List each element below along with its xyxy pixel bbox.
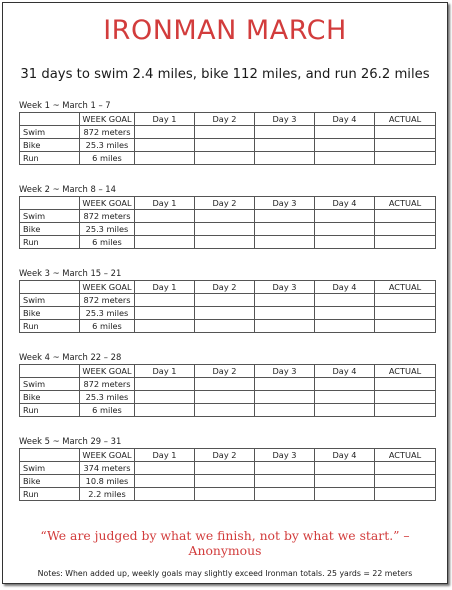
activity-label: Run: [20, 404, 80, 417]
day-entry-cell[interactable]: [195, 236, 255, 249]
activity-label: Run: [20, 236, 80, 249]
day-entry-cell[interactable]: [255, 126, 315, 139]
actual-entry-cell[interactable]: [375, 391, 436, 404]
day-entry-cell[interactable]: [195, 152, 255, 165]
week-goal-cell: 6 miles: [80, 404, 135, 417]
day-entry-cell[interactable]: [315, 126, 375, 139]
column-header: Day 4: [315, 197, 375, 210]
column-header: ACTUAL: [375, 113, 436, 126]
day-entry-cell[interactable]: [135, 294, 195, 307]
day-entry-cell[interactable]: [135, 307, 195, 320]
actual-entry-cell[interactable]: [375, 320, 436, 333]
day-entry-cell[interactable]: [315, 462, 375, 475]
header-blank-cell: [20, 449, 80, 462]
day-entry-cell[interactable]: [135, 462, 195, 475]
table-row: [20, 307, 436, 320]
day-entry-cell[interactable]: [315, 475, 375, 488]
week-goal-cell: 25.3 miles: [80, 307, 135, 320]
day-entry-cell[interactable]: [315, 139, 375, 152]
day-entry-cell[interactable]: [135, 320, 195, 333]
week-block: [19, 435, 437, 501]
day-entry-cell[interactable]: [135, 139, 195, 152]
table-row: [20, 210, 436, 223]
header-blank-cell: [20, 281, 80, 294]
week-goal-cell: 25.3 miles: [80, 223, 135, 236]
table-row: [20, 475, 436, 488]
column-header: Day 1: [135, 449, 195, 462]
day-entry-cell[interactable]: [135, 210, 195, 223]
column-header: Day 3: [255, 113, 315, 126]
table-row: [20, 488, 436, 501]
week-table: [19, 112, 436, 165]
actual-entry-cell[interactable]: [375, 236, 436, 249]
activity-label: Swim: [20, 126, 80, 139]
day-entry-cell[interactable]: [135, 488, 195, 501]
activity-label: Run: [20, 152, 80, 165]
activity-label: Swim: [20, 378, 80, 391]
day-entry-cell[interactable]: [195, 462, 255, 475]
column-header: Day 4: [315, 281, 375, 294]
column-header: WEEK GOAL: [80, 365, 135, 378]
activity-label: Swim: [20, 294, 80, 307]
column-header: ACTUAL: [375, 449, 436, 462]
activity-label: Swim: [20, 210, 80, 223]
training-sheet: [2, 2, 448, 584]
day-entry-cell[interactable]: [135, 126, 195, 139]
actual-entry-cell[interactable]: [375, 152, 436, 165]
week-goal-cell: 872 meters: [80, 378, 135, 391]
day-entry-cell[interactable]: [195, 475, 255, 488]
day-entry-cell[interactable]: [255, 210, 315, 223]
header-blank-cell: [20, 197, 80, 210]
day-entry-cell[interactable]: [255, 391, 315, 404]
week-table: [19, 448, 436, 501]
day-entry-cell[interactable]: [255, 139, 315, 152]
week-label: Week 2 ~ March 8 – 14: [19, 184, 116, 194]
day-entry-cell[interactable]: [255, 462, 315, 475]
actual-entry-cell[interactable]: [375, 378, 436, 391]
column-header: Day 2: [195, 197, 255, 210]
table-row: [20, 378, 436, 391]
day-entry-cell[interactable]: [315, 210, 375, 223]
column-header: Day 2: [195, 113, 255, 126]
table-row: [20, 126, 436, 139]
day-entry-cell[interactable]: [255, 475, 315, 488]
day-entry-cell[interactable]: [135, 404, 195, 417]
day-entry-cell[interactable]: [255, 320, 315, 333]
header-blank-cell: [20, 113, 80, 126]
day-entry-cell[interactable]: [195, 404, 255, 417]
day-entry-cell[interactable]: [315, 307, 375, 320]
week-block: [19, 183, 437, 249]
week-goal-cell: 872 meters: [80, 126, 135, 139]
day-entry-cell[interactable]: [315, 223, 375, 236]
page-subtitle: 31 days to swim 2.4 miles, bike 112 miles, and run 26.2 miles: [20, 67, 430, 82]
table-header-row: [20, 113, 436, 126]
table-header-row: [20, 449, 436, 462]
week-goal-cell: 872 meters: [80, 210, 135, 223]
week-goal-cell: 10.8 miles: [80, 475, 135, 488]
column-header: ACTUAL: [375, 197, 436, 210]
day-entry-cell[interactable]: [315, 378, 375, 391]
week-label: Week 1 ~ March 1 – 7: [19, 100, 111, 110]
day-entry-cell[interactable]: [135, 475, 195, 488]
column-header: Day 3: [255, 365, 315, 378]
table-row: [20, 223, 436, 236]
actual-entry-cell[interactable]: [375, 139, 436, 152]
table-row: [20, 391, 436, 404]
day-entry-cell[interactable]: [315, 152, 375, 165]
table-header-row: [20, 197, 436, 210]
actual-entry-cell[interactable]: [375, 307, 436, 320]
week-goal-cell: 25.3 miles: [80, 391, 135, 404]
day-entry-cell[interactable]: [195, 320, 255, 333]
column-header: Day 2: [195, 449, 255, 462]
day-entry-cell[interactable]: [195, 223, 255, 236]
day-entry-cell[interactable]: [255, 378, 315, 391]
table-row: [20, 404, 436, 417]
day-entry-cell[interactable]: [315, 488, 375, 501]
day-entry-cell[interactable]: [315, 391, 375, 404]
day-entry-cell[interactable]: [135, 236, 195, 249]
day-entry-cell[interactable]: [315, 294, 375, 307]
day-entry-cell[interactable]: [255, 488, 315, 501]
day-entry-cell[interactable]: [135, 378, 195, 391]
column-header: WEEK GOAL: [80, 113, 135, 126]
quote: “We are judged by what we finish, not by what we start.” – Anonymous: [40, 528, 410, 558]
actual-entry-cell[interactable]: [375, 223, 436, 236]
activity-label: Bike: [20, 139, 80, 152]
activity-label: Bike: [20, 391, 80, 404]
table-row: [20, 320, 436, 333]
week-goal-cell: 374 meters: [80, 462, 135, 475]
week-label: Week 5 ~ March 29 – 31: [19, 436, 122, 446]
activity-label: Run: [20, 488, 80, 501]
actual-entry-cell[interactable]: [375, 126, 436, 139]
week-goal-cell: 25.3 miles: [80, 139, 135, 152]
day-entry-cell[interactable]: [255, 152, 315, 165]
day-entry-cell[interactable]: [135, 223, 195, 236]
day-entry-cell[interactable]: [315, 320, 375, 333]
column-header: ACTUAL: [375, 281, 436, 294]
column-header: Day 3: [255, 281, 315, 294]
actual-entry-cell[interactable]: [375, 210, 436, 223]
week-goal-cell: 6 miles: [80, 320, 135, 333]
activity-label: Swim: [20, 462, 80, 475]
column-header: WEEK GOAL: [80, 449, 135, 462]
table-header-row: [20, 281, 436, 294]
day-entry-cell[interactable]: [195, 210, 255, 223]
day-entry-cell[interactable]: [315, 404, 375, 417]
column-header: Day 3: [255, 449, 315, 462]
actual-entry-cell[interactable]: [375, 462, 436, 475]
day-entry-cell[interactable]: [315, 236, 375, 249]
activity-label: Bike: [20, 307, 80, 320]
table-row: [20, 139, 436, 152]
column-header: Day 2: [195, 281, 255, 294]
page-title: IRONMAN MARCH: [103, 15, 347, 46]
column-header: Day 4: [315, 113, 375, 126]
notes: Notes: When added up, weekly goals may slightly exceed Ironman totals. 25 yards = 22 meters: [37, 569, 413, 578]
week-table: [19, 364, 436, 417]
day-entry-cell[interactable]: [135, 152, 195, 165]
week-table: [19, 196, 436, 249]
week-goal-cell: 872 meters: [80, 294, 135, 307]
week-block: [19, 99, 437, 165]
day-entry-cell[interactable]: [255, 307, 315, 320]
day-entry-cell[interactable]: [135, 391, 195, 404]
column-header: Day 1: [135, 197, 195, 210]
column-header: Day 4: [315, 449, 375, 462]
table-row: [20, 294, 436, 307]
actual-entry-cell[interactable]: [375, 294, 436, 307]
week-label: Week 3 ~ March 15 – 21: [19, 268, 122, 278]
day-entry-cell[interactable]: [195, 378, 255, 391]
column-header: Day 1: [135, 281, 195, 294]
activity-label: Bike: [20, 475, 80, 488]
day-entry-cell[interactable]: [195, 307, 255, 320]
week-block: [19, 351, 437, 417]
activity-label: Bike: [20, 223, 80, 236]
column-header: Day 4: [315, 365, 375, 378]
table-row: [20, 462, 436, 475]
week-goal-cell: 2.2 miles: [80, 488, 135, 501]
day-entry-cell[interactable]: [195, 126, 255, 139]
day-entry-cell[interactable]: [255, 223, 315, 236]
day-entry-cell[interactable]: [195, 391, 255, 404]
column-header: WEEK GOAL: [80, 197, 135, 210]
actual-entry-cell[interactable]: [375, 475, 436, 488]
column-header: Day 2: [195, 365, 255, 378]
week-goal-cell: 6 miles: [80, 152, 135, 165]
week-table: [19, 280, 436, 333]
day-entry-cell[interactable]: [255, 404, 315, 417]
column-header: Day 3: [255, 197, 315, 210]
activity-label: Run: [20, 320, 80, 333]
header-blank-cell: [20, 365, 80, 378]
day-entry-cell[interactable]: [255, 236, 315, 249]
day-entry-cell[interactable]: [195, 139, 255, 152]
column-header: WEEK GOAL: [80, 281, 135, 294]
column-header: Day 1: [135, 365, 195, 378]
actual-entry-cell[interactable]: [375, 404, 436, 417]
day-entry-cell[interactable]: [195, 488, 255, 501]
table-row: [20, 236, 436, 249]
table-header-row: [20, 365, 436, 378]
week-label: Week 4 ~ March 22 – 28: [19, 352, 122, 362]
table-row: [20, 152, 436, 165]
column-header: Day 1: [135, 113, 195, 126]
week-block: [19, 267, 437, 333]
day-entry-cell[interactable]: [195, 294, 255, 307]
column-header: ACTUAL: [375, 365, 436, 378]
week-goal-cell: 6 miles: [80, 236, 135, 249]
day-entry-cell[interactable]: [255, 294, 315, 307]
actual-entry-cell[interactable]: [375, 488, 436, 501]
